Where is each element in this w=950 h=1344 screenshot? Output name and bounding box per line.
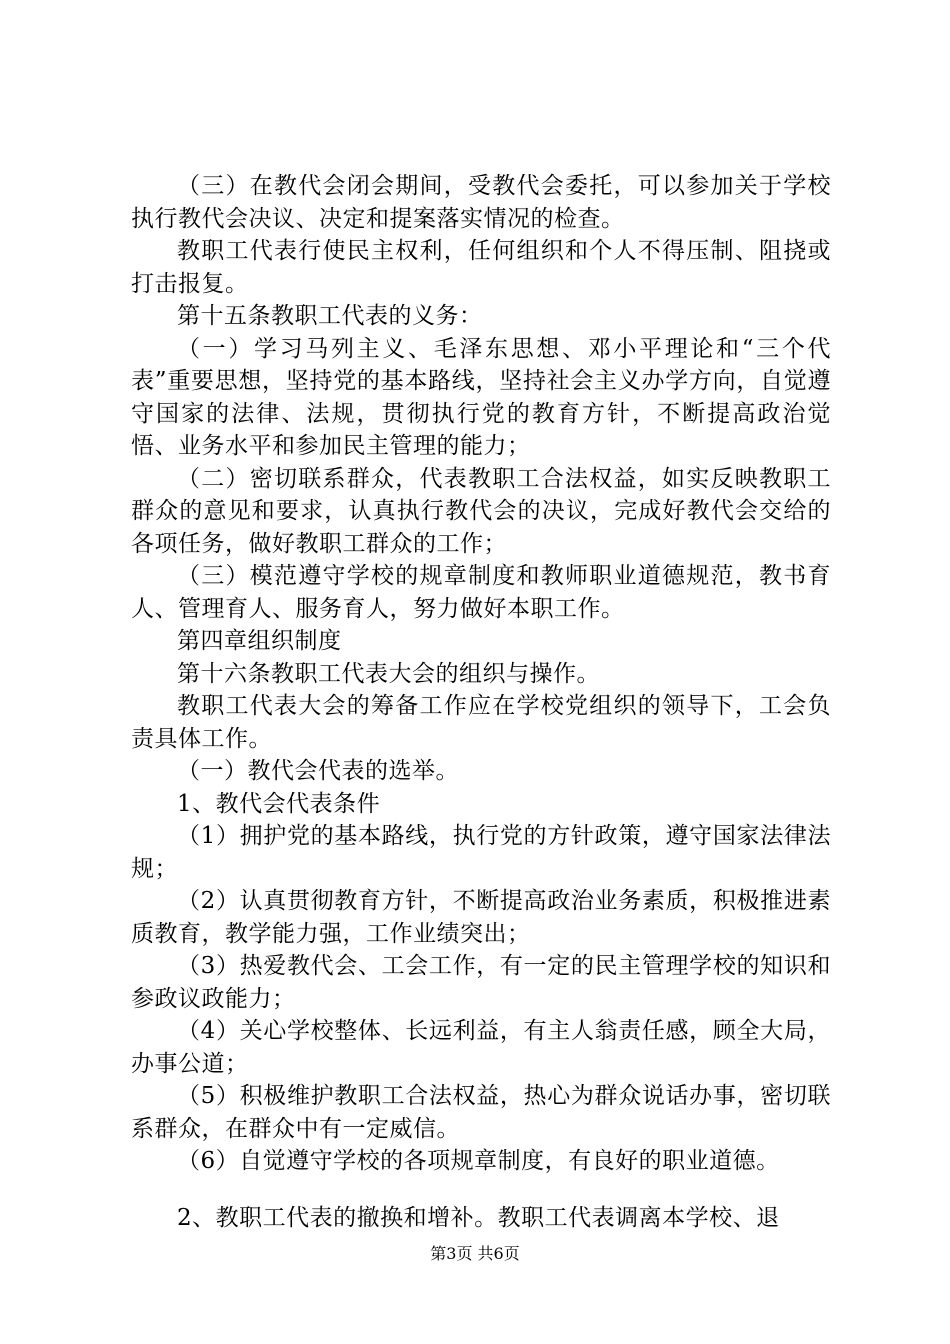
paragraph-11: 1、教代会代表条件 (177, 790, 381, 817)
paragraph-5: （二）密切联系群众，代表教职工合法权益，如实反映教职工群众的意见和要求，认真执行教代会的决议，完成好教代会交给的各项任务，做好教职工群众的工作； (131, 465, 831, 557)
condition-6: （6）自觉遵守学校的各项规章制度，有良好的职业道德。 (177, 1148, 780, 1174)
condition-3: （3）热爱教代会、工会工作，有一定的民主管理学校的知识和参政议政能力； (131, 953, 831, 1012)
page-footer (0, 1243, 950, 1265)
page-number-label: 第3页 共6页 (430, 1244, 520, 1263)
condition-4: （4）关心学校整体、长远利益，有主人翁责任感，顾全大局，办事公道； (131, 1018, 831, 1077)
paragraph-1: （三）在教代会闭会期间，受教代会委托，可以参加关于学校执行教代会决议、决定和提案落实情况的检查。 (131, 173, 831, 232)
document-body (131, 170, 831, 1234)
condition-1: （1）拥护党的基本路线，执行党的方针政策，遵守国家法律法规； (131, 823, 831, 882)
condition-5: （5）积极维护教职工合法权益，热心为群众说话办事，密切联系群众，在群众中有一定威信。 (131, 1083, 831, 1142)
paragraph-4: （一）学习马列主义、毛泽东思想、邓小平理论和“三个代表”重要思想，坚持党的基本路线，坚持社会主义办学方向，自觉遵守国家的法律、法规，贯彻执行党的教育方针，不断提高政治觉悟、业务水平和参加民主管理的能力； (131, 335, 831, 459)
paragraph-10: （一）教代会代表的选举。 (177, 758, 459, 784)
paragraph-2: 教职工代表行使民主权利，任何组织和个人不得压制、阻挠或打击报复。 (131, 238, 831, 297)
condition-2: （2）认真贯彻教育方针，不断提高政治业务素质，积极推进素质教育，教学能力强，工作业绩突出； (131, 888, 831, 947)
chapter-heading: 第四章组织制度 (177, 628, 342, 654)
paragraph-6: （三）模范遵守学校的规章制度和教师职业道德规范，教书育人、管理育人、服务育人，努力做好本职工作。 (131, 563, 831, 622)
paragraph-18: 2、教职工代表的撤换和增补。教职工代表调离本学校、退 (177, 1204, 780, 1231)
paragraph-9: 教职工代表大会的筹备工作应在学校党组织的领导下，工会负责具体工作。 (131, 693, 831, 752)
paragraph-8-article-16: 第十六条教职工代表大会的组织与操作。 (177, 660, 600, 687)
paragraph-3-article-15: 第十五条教职工代表的义务： (177, 303, 483, 329)
